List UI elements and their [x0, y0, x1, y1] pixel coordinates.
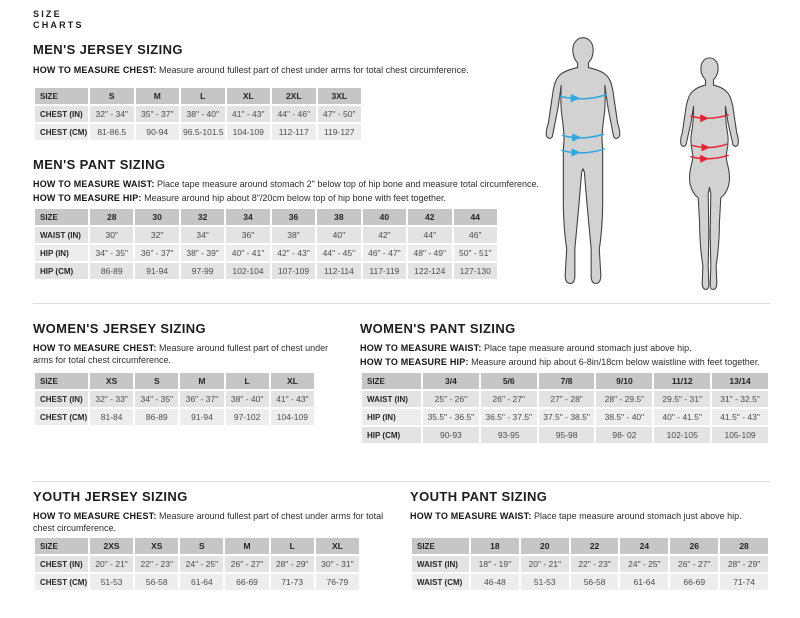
size-label-header: SIZE	[34, 372, 89, 390]
size-value-cell: 81-84	[89, 408, 134, 426]
size-column-header: 28	[89, 208, 134, 226]
howto-instruction: HOW TO MEASURE HIP: Measure around hip about 6-8in/18cm below waistline with feet together.	[360, 357, 760, 367]
size-column-header: XL	[315, 537, 360, 555]
size-value-cell: 24" - 25"	[619, 555, 669, 573]
howto-label: HOW TO MEASURE CHEST:	[33, 343, 157, 353]
row-label: CHEST (IN)	[34, 105, 89, 123]
size-value-cell: 36" - 37"	[134, 244, 179, 262]
womens-jersey-howto	[33, 342, 331, 368]
row-label: WAIST (IN)	[411, 555, 470, 573]
size-value-cell: 50" - 51"	[453, 244, 499, 262]
size-value-cell: 91-94	[134, 262, 179, 280]
table-row	[34, 244, 498, 262]
howto-instruction: HOW TO MEASURE CHEST: Measure around fullest part of chest under arms for total chest circumference.	[33, 511, 384, 533]
male-body-outline	[546, 38, 620, 284]
size-value-cell: 40" - 41.5"	[653, 408, 711, 426]
table-row	[34, 408, 315, 426]
size-column-header: XL	[226, 87, 272, 105]
size-value-cell: 40" - 41"	[225, 244, 270, 262]
page-kicker	[33, 9, 84, 30]
womens-pant-sizing-title: WOMEN'S PANT SIZING	[360, 321, 516, 336]
size-table	[360, 371, 770, 445]
size-value-cell: 44" - 45"	[316, 244, 361, 262]
size-value-cell: 34" - 35"	[89, 244, 134, 262]
section-divider	[33, 481, 770, 482]
size-value-cell: 34"	[180, 226, 225, 244]
size-column-header: 20	[520, 537, 570, 555]
mens-pant-size-table	[33, 207, 499, 281]
size-value-cell: 51-53	[89, 573, 134, 591]
size-label-header: SIZE	[34, 537, 89, 555]
size-value-cell: 22" - 23"	[134, 555, 179, 573]
size-value-cell: 36.5" - 37.5"	[480, 408, 538, 426]
size-value-cell: 37.5" - 38.5"	[538, 408, 596, 426]
size-value-cell: 107-109	[271, 262, 316, 280]
size-value-cell: 30" - 31"	[315, 555, 360, 573]
size-value-cell: 18" - 19"	[470, 555, 520, 573]
howto-instruction: HOW TO MEASURE WAIST: Place tape measure around stomach just above hip.	[360, 343, 692, 353]
youth-jersey-size-table	[33, 536, 361, 592]
size-value-cell: 90-94	[135, 123, 181, 141]
size-column-header: 7/8	[538, 372, 596, 390]
size-column-header: 26	[669, 537, 719, 555]
size-value-cell: 119-127	[317, 123, 363, 141]
size-value-cell: 61-64	[619, 573, 669, 591]
table-row	[34, 573, 360, 591]
size-value-cell: 29.5" - 31"	[653, 390, 711, 408]
size-value-cell: 122-124	[407, 262, 452, 280]
size-value-cell: 35" - 37"	[135, 105, 181, 123]
size-value-cell: 71-74	[719, 573, 769, 591]
howto-label: HOW TO MEASURE WAIST:	[410, 511, 532, 521]
section-divider	[33, 303, 770, 304]
female-body-outline	[681, 58, 739, 290]
size-table	[33, 371, 316, 427]
size-column-header: M	[135, 87, 181, 105]
size-value-cell: 38" - 40"	[180, 105, 226, 123]
table-row	[34, 390, 315, 408]
size-column-header: 13/14	[711, 372, 769, 390]
size-value-cell: 66-69	[669, 573, 719, 591]
size-label-header: SIZE	[34, 208, 89, 226]
mens-pant-sizing-title: MEN'S PANT SIZING	[33, 157, 166, 172]
size-value-cell: 117-119	[362, 262, 407, 280]
size-column-header: 22	[570, 537, 620, 555]
size-column-header: S	[134, 372, 179, 390]
female-body-silhouette	[673, 54, 746, 294]
size-column-header: 3/4	[422, 372, 480, 390]
size-value-cell: 27" - 28"	[538, 390, 596, 408]
size-value-cell: 41" - 43"	[226, 105, 272, 123]
size-value-cell: 41.5" - 43"	[711, 408, 769, 426]
size-column-header: M	[179, 372, 224, 390]
size-value-cell: 127-130	[453, 262, 499, 280]
table-row	[34, 262, 498, 280]
size-value-cell: 38"	[271, 226, 316, 244]
size-value-cell: 104-109	[226, 123, 272, 141]
howto-label: HOW TO MEASURE HIP:	[360, 357, 469, 367]
size-value-cell: 28" - 29.5"	[595, 390, 653, 408]
size-value-cell: 56-58	[134, 573, 179, 591]
youth-jersey-howto	[33, 510, 395, 536]
size-table	[33, 86, 363, 142]
size-value-cell: 31" - 32.5"	[711, 390, 769, 408]
womens-pant-howto	[360, 342, 780, 370]
howto-instruction: HOW TO MEASURE HIP: Measure around hip about 8"/20cm below top of hip bone with feet together.	[33, 193, 447, 203]
size-column-header: 9/10	[595, 372, 653, 390]
size-table	[33, 207, 499, 281]
size-column-header: 2XL	[271, 87, 317, 105]
howto-instruction: HOW TO MEASURE WAIST: Place tape measure around stomach just above hip.	[410, 511, 742, 521]
row-label: HIP (IN)	[34, 244, 89, 262]
size-value-cell: 41" - 43"	[270, 390, 315, 408]
row-label: CHEST (IN)	[34, 555, 89, 573]
mens-jersey-size-table	[33, 86, 363, 142]
size-column-header: 32	[180, 208, 225, 226]
size-value-cell: 20" - 21"	[520, 555, 570, 573]
row-label: CHEST (IN)	[34, 390, 89, 408]
size-value-cell: 48" - 49"	[407, 244, 452, 262]
howto-label: HOW TO MEASURE CHEST:	[33, 511, 157, 521]
howto-instruction: HOW TO MEASURE WAIST: Place tape measure around stomach 2" below top of hip bone and measure total circumference.	[33, 179, 539, 189]
size-value-cell: 86-89	[134, 408, 179, 426]
table-row	[361, 426, 769, 444]
table-header-row	[34, 87, 362, 105]
size-column-header: 28	[719, 537, 769, 555]
size-value-cell: 96.5-101.5	[180, 123, 226, 141]
size-value-cell: 95-98	[538, 426, 596, 444]
size-value-cell: 44"	[407, 226, 452, 244]
size-value-cell: 26" - 27"	[224, 555, 269, 573]
mens-jersey-sizing-title: MEN'S JERSEY SIZING	[33, 42, 183, 57]
table-row	[34, 105, 362, 123]
row-label: WAIST (IN)	[361, 390, 422, 408]
kicker-line-1: SIZE	[33, 9, 62, 19]
size-value-cell: 90-93	[422, 426, 480, 444]
size-value-cell: 25" - 26"	[422, 390, 480, 408]
size-value-cell: 32"	[134, 226, 179, 244]
size-column-header: XS	[89, 372, 134, 390]
row-label: HIP (CM)	[34, 262, 89, 280]
table-row	[34, 226, 498, 244]
howto-label: HOW TO MEASURE HIP:	[33, 193, 142, 203]
howto-label: HOW TO MEASURE WAIST:	[360, 343, 482, 353]
size-value-cell: 22" - 23"	[570, 555, 620, 573]
size-column-header: 38	[316, 208, 361, 226]
size-value-cell: 61-64	[179, 573, 224, 591]
size-label-header: SIZE	[411, 537, 470, 555]
size-value-cell: 38.5" - 40"	[595, 408, 653, 426]
size-value-cell: 38" - 40"	[225, 390, 270, 408]
size-column-header: 34	[225, 208, 270, 226]
size-value-cell: 105-109	[711, 426, 769, 444]
size-column-header: M	[224, 537, 269, 555]
row-label: HIP (CM)	[361, 426, 422, 444]
row-label: WAIST (CM)	[411, 573, 470, 591]
size-value-cell: 93-95	[480, 426, 538, 444]
row-label: HIP (IN)	[361, 408, 422, 426]
size-column-header: XL	[270, 372, 315, 390]
size-value-cell: 28" - 29"	[270, 555, 315, 573]
table-header-row	[34, 537, 360, 555]
womens-pant-size-table	[360, 371, 770, 445]
size-table	[410, 536, 770, 592]
size-column-header: 11/12	[653, 372, 711, 390]
size-value-cell: 46" - 47"	[362, 244, 407, 262]
size-value-cell: 26" - 27"	[669, 555, 719, 573]
table-row	[411, 555, 769, 573]
womens-jersey-sizing-title: WOMEN'S JERSEY SIZING	[33, 321, 207, 336]
size-value-cell: 97-99	[180, 262, 225, 280]
size-column-header: L	[180, 87, 226, 105]
size-column-header: 2XS	[89, 537, 134, 555]
table-header-row	[34, 208, 498, 226]
size-column-header: 24	[619, 537, 669, 555]
size-value-cell: 56-58	[570, 573, 620, 591]
kicker-line-2: CHARTS	[33, 19, 84, 30]
size-value-cell: 42"	[362, 226, 407, 244]
size-column-header: 5/6	[480, 372, 538, 390]
size-value-cell: 36"	[225, 226, 270, 244]
size-column-header: 40	[362, 208, 407, 226]
size-value-cell: 104-109	[270, 408, 315, 426]
table-row	[411, 573, 769, 591]
size-column-header: XS	[134, 537, 179, 555]
size-column-header: 42	[407, 208, 452, 226]
table-header-row	[411, 537, 769, 555]
size-column-header: 3XL	[317, 87, 363, 105]
size-value-cell: 76-79	[315, 573, 360, 591]
size-table	[33, 536, 361, 592]
size-column-header: L	[225, 372, 270, 390]
size-value-cell: 35.5" - 36.5"	[422, 408, 480, 426]
table-row	[34, 555, 360, 573]
size-value-cell: 46"	[453, 226, 499, 244]
table-row	[361, 408, 769, 426]
mens-jersey-howto	[33, 64, 573, 78]
youth-pant-size-table	[410, 536, 770, 592]
size-value-cell: 66-69	[224, 573, 269, 591]
row-label: WAIST (IN)	[34, 226, 89, 244]
table-header-row	[361, 372, 769, 390]
size-column-header: 44	[453, 208, 499, 226]
size-value-cell: 98- 02	[595, 426, 653, 444]
howto-instruction: HOW TO MEASURE CHEST: Measure around fullest part of chest under arms for total chest circumference.	[33, 343, 329, 365]
howto-label: HOW TO MEASURE CHEST:	[33, 65, 157, 75]
howto-instruction: HOW TO MEASURE CHEST: Measure around fullest part of chest under arms for total chest circumference.	[33, 65, 469, 75]
size-value-cell: 46-48	[470, 573, 520, 591]
size-value-cell: 51-53	[520, 573, 570, 591]
size-column-header: L	[270, 537, 315, 555]
row-label: CHEST (CM)	[34, 573, 89, 591]
size-value-cell: 47" - 50"	[317, 105, 363, 123]
size-value-cell: 112-117	[271, 123, 317, 141]
size-value-cell: 38" - 39"	[180, 244, 225, 262]
size-value-cell: 24" - 25"	[179, 555, 224, 573]
size-column-header: S	[89, 87, 135, 105]
size-value-cell: 32" - 33"	[89, 390, 134, 408]
size-value-cell: 112-114	[316, 262, 361, 280]
size-value-cell: 32" - 34"	[89, 105, 135, 123]
size-value-cell: 28" - 29"	[719, 555, 769, 573]
male-body-silhouette	[542, 35, 624, 293]
size-value-cell: 20" - 21"	[89, 555, 134, 573]
row-label: CHEST (CM)	[34, 123, 89, 141]
size-value-cell: 36" - 37"	[179, 390, 224, 408]
youth-pant-sizing-title: YOUTH PANT SIZING	[410, 489, 548, 504]
size-column-header: 36	[271, 208, 316, 226]
table-row	[34, 123, 362, 141]
size-value-cell: 44" - 46"	[271, 105, 317, 123]
size-label-header: SIZE	[361, 372, 422, 390]
size-label-header: SIZE	[34, 87, 89, 105]
size-value-cell: 102-105	[653, 426, 711, 444]
womens-jersey-size-table	[33, 371, 316, 427]
size-value-cell: 102-104	[225, 262, 270, 280]
size-value-cell: 42" - 43"	[271, 244, 316, 262]
size-column-header: 18	[470, 537, 520, 555]
size-value-cell: 71-73	[270, 573, 315, 591]
size-value-cell: 91-94	[179, 408, 224, 426]
size-value-cell: 30"	[89, 226, 134, 244]
row-label: CHEST (CM)	[34, 408, 89, 426]
size-value-cell: 81-86.5	[89, 123, 135, 141]
size-value-cell: 97-102	[225, 408, 270, 426]
size-value-cell: 34" - 35"	[134, 390, 179, 408]
size-column-header: S	[179, 537, 224, 555]
size-value-cell: 26" - 27"	[480, 390, 538, 408]
howto-label: HOW TO MEASURE WAIST:	[33, 179, 155, 189]
size-column-header: 30	[134, 208, 179, 226]
size-value-cell: 40"	[316, 226, 361, 244]
mens-pant-howto	[33, 178, 573, 206]
size-value-cell: 86-89	[89, 262, 134, 280]
table-header-row	[34, 372, 315, 390]
table-row	[361, 390, 769, 408]
youth-jersey-sizing-title: YOUTH JERSEY SIZING	[33, 489, 188, 504]
youth-pant-howto	[410, 510, 780, 524]
